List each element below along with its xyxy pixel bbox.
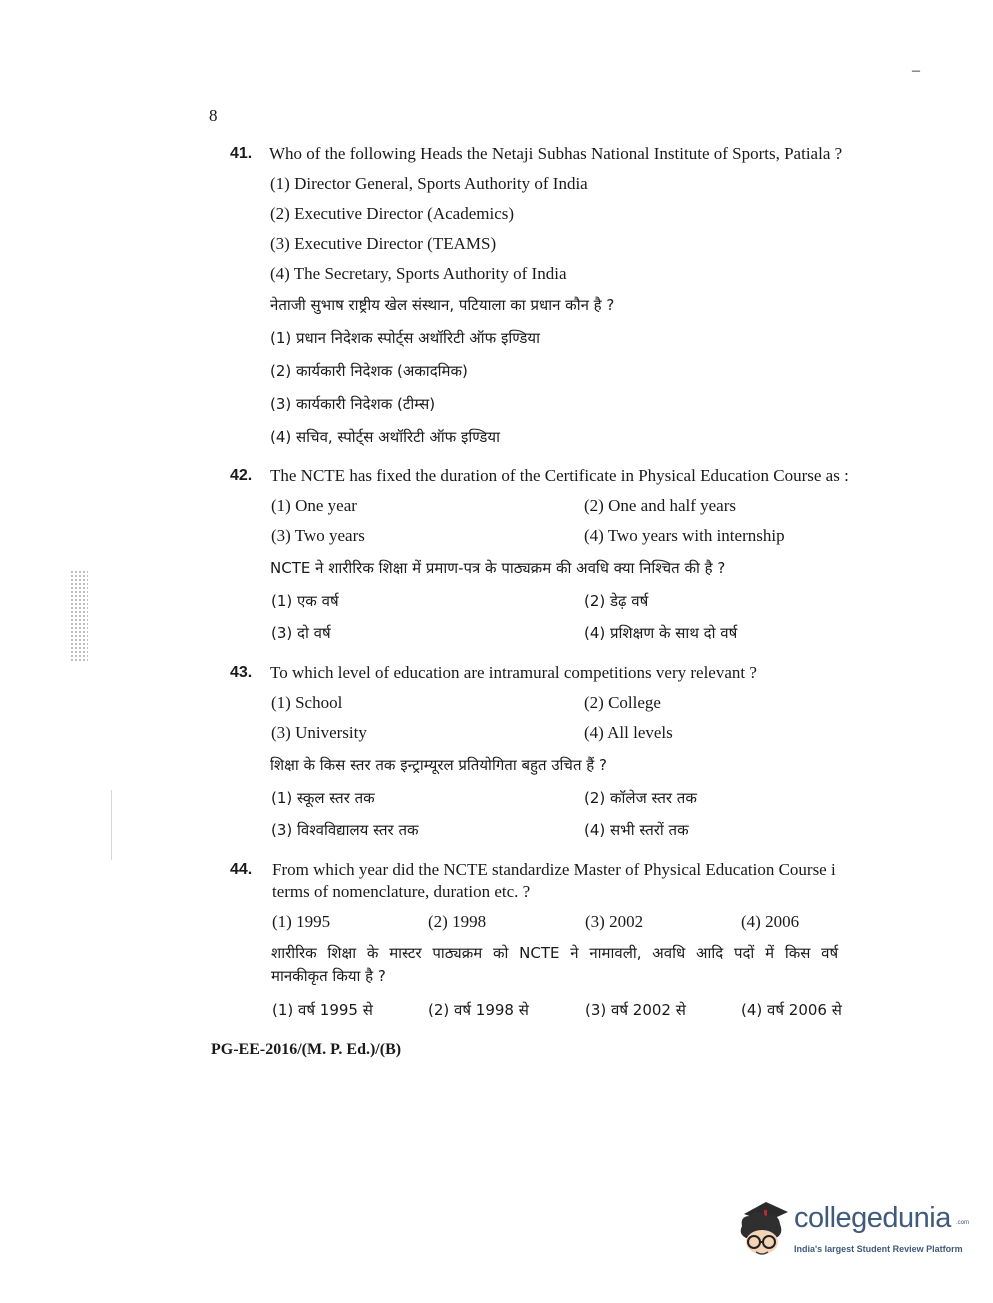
option-2-hindi: (2) कॉलेज स्तर तक (584, 789, 697, 807)
option-1: (1) Director General, Sports Authority of India (270, 174, 588, 193)
option-1: (1) School (271, 693, 343, 712)
option-1: (1) One year (271, 496, 357, 515)
option-2: (2) One and half years (584, 496, 736, 515)
option-3-hindi: (3) वर्ष 2002 से (585, 1001, 686, 1019)
question-text-hindi-line-2: मानकीकृत किया है ? (271, 967, 386, 985)
question-text-line-1: From which year did the NCTE standardize Master of Physical Education Course i (272, 860, 836, 879)
option-3: (3) Two years (271, 526, 365, 545)
brand-name: collegedunia (794, 1202, 951, 1234)
question-number: 43. (230, 664, 253, 681)
option-3: (3) 2002 (585, 912, 644, 931)
option-3-hindi: (3) दो वर्ष (271, 624, 331, 642)
option-2: (2) 1998 (428, 912, 487, 931)
option-2: (2) Executive Director (Academics) (270, 204, 515, 223)
header-dash: – (912, 62, 920, 79)
mascot-icon (736, 1198, 792, 1260)
option-4-hindi: (4) वर्ष 2006 से (741, 1001, 842, 1019)
question-text-hindi: NCTE ने शारीरिक शिक्षा में प्रमाण-पत्र के पाठ्यक्रम की अवधि क्या निश्चित की है ? (270, 559, 726, 577)
option-1: (1) 1995 (272, 912, 331, 931)
margin-dots (70, 570, 88, 662)
collegedunia-logo (736, 1198, 970, 1268)
option-4-hindi: (4) सभी स्तरों तक (584, 821, 689, 839)
option-3: (3) University (271, 723, 367, 742)
page-number: 8 (209, 106, 218, 125)
paper-code: PG-EE-2016/(M. P. Ed.)/(B) (211, 1041, 402, 1058)
question-number: 42. (230, 467, 253, 484)
option-4: (4) 2006 (741, 912, 800, 931)
question-text-hindi-line-1: शारीरिक शिक्षा के मास्टर पाठ्यक्रम को NCTE ने नामावली, अवधि आदि पदों में किस वर्ष (271, 944, 839, 962)
brand-tagline: India's largest Student Review Platform (794, 1244, 963, 1254)
option-4: (4) Two years with internship (584, 526, 785, 545)
scan-mark (111, 790, 112, 860)
option-1-hindi: (1) एक वर्ष (271, 592, 339, 610)
option-4-hindi: (4) सचिव, स्पोर्ट्स अथॉरिटी ऑफ इण्डिया (270, 428, 500, 446)
option-2-hindi: (2) कार्यकारी निदेशक (अकादमिक) (270, 362, 468, 380)
question-number: 44. (230, 861, 253, 878)
option-1-hindi: (1) प्रधान निदेशक स्पोर्ट्स अथॉरिटी ऑफ इण्डिया (270, 329, 540, 347)
option-2: (2) College (584, 693, 661, 712)
question-number: 41. (230, 145, 253, 162)
question-text-hindi: शिक्षा के किस स्तर तक इन्ट्राम्यूरल प्रतियोगिता बहुत उचित हैं ? (270, 756, 607, 774)
question-text-hindi: नेताजी सुभाष राष्ट्रीय खेल संस्थान, पटियाला का प्रधान कौन है ? (270, 296, 615, 314)
option-4: (4) All levels (584, 723, 673, 742)
brand-suffix: .com (956, 1220, 970, 1226)
question-text: To which level of education are intramural competitions very relevant ? (270, 663, 757, 682)
option-3-hindi: (3) कार्यकारी निदेशक (टीम्स) (270, 395, 436, 413)
option-1-hindi: (1) वर्ष 1995 से (272, 1001, 373, 1019)
question-text: The NCTE has fixed the duration of the Certificate in Physical Education Course as : (270, 466, 849, 485)
option-4-hindi: (4) प्रशिक्षण के साथ दो वर्ष (584, 624, 738, 642)
question-text-line-2: terms of nomenclature, duration etc. ? (272, 882, 531, 901)
option-4: (4) The Secretary, Sports Authority of India (270, 264, 567, 283)
option-2-hindi: (2) वर्ष 1998 से (428, 1001, 529, 1019)
option-3: (3) Executive Director (TEAMS) (270, 234, 497, 253)
option-2-hindi: (2) डेढ़ वर्ष (584, 592, 649, 610)
option-3-hindi: (3) विश्वविद्यालय स्तर तक (271, 821, 419, 839)
question-text: Who of the following Heads the Netaji Subhas National Institute of Sports, Patiala ? (269, 144, 843, 163)
option-1-hindi: (1) स्कूल स्तर तक (271, 789, 375, 807)
